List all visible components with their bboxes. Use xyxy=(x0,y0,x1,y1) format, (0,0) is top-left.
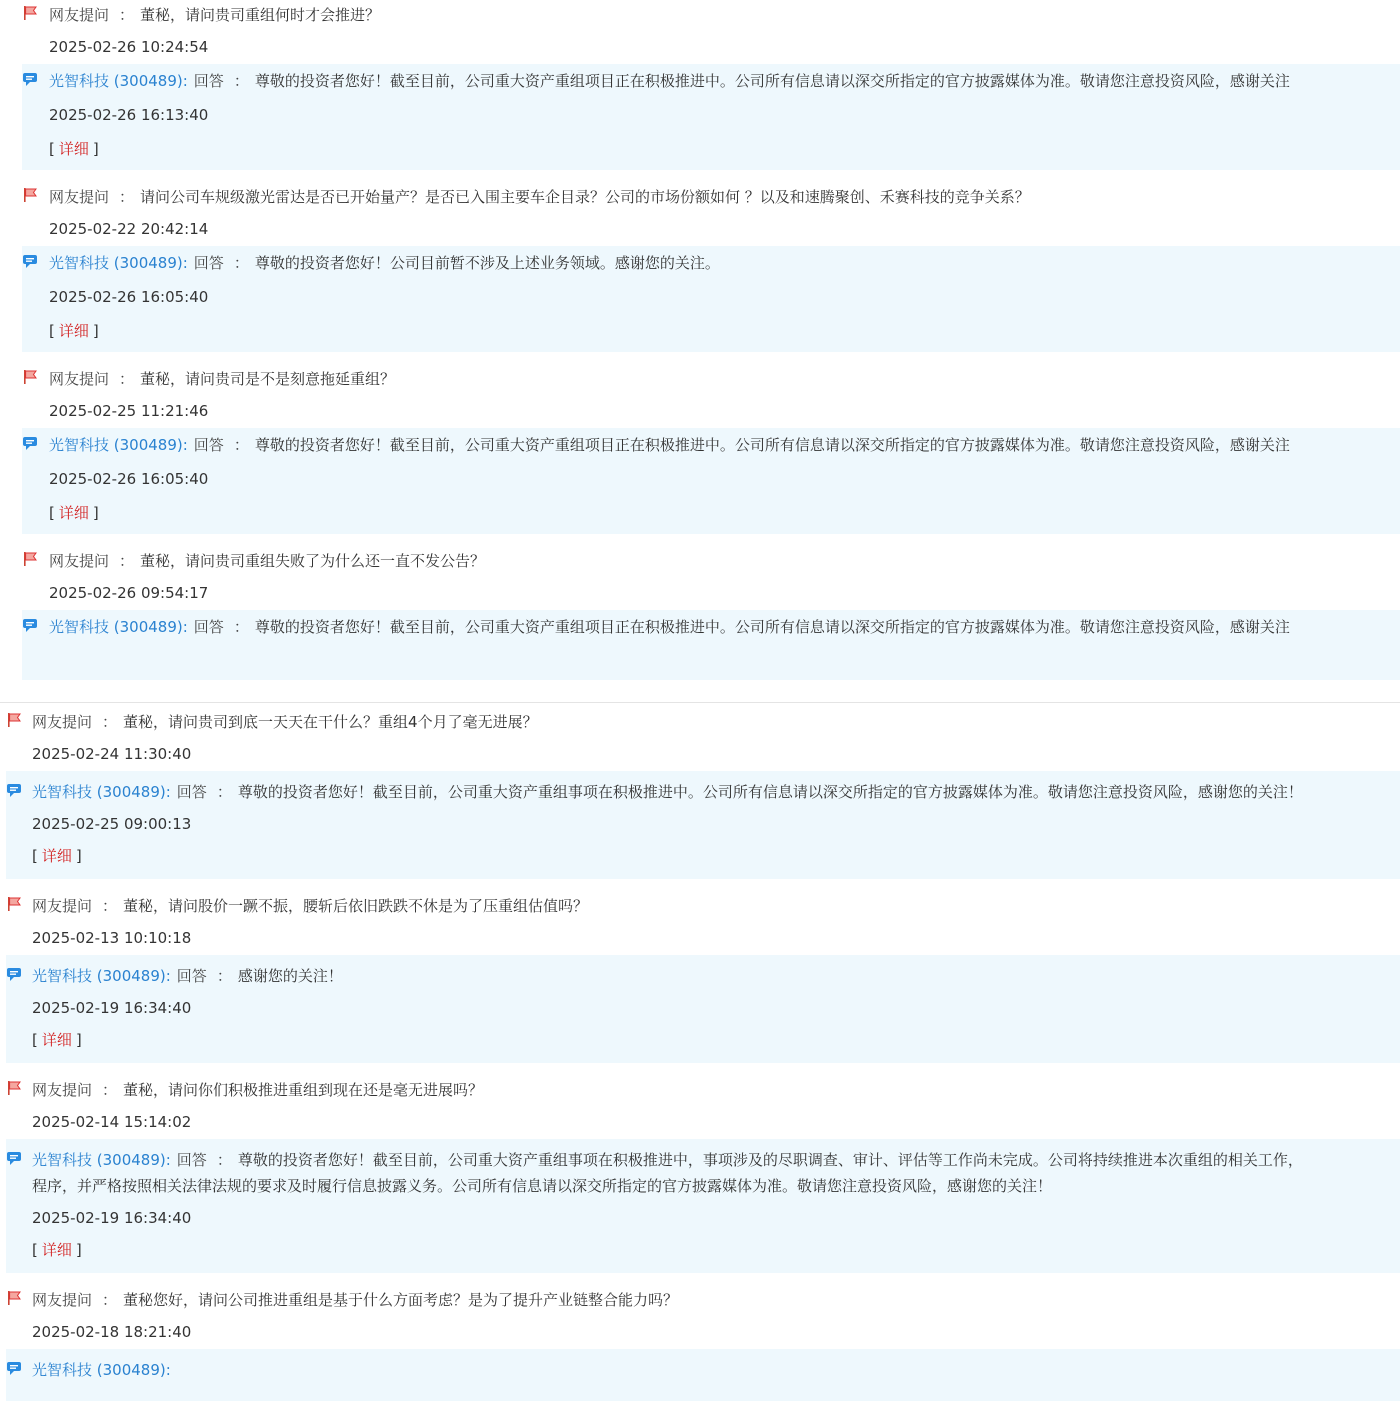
bracket: [ xyxy=(49,140,55,158)
answer-label: 回答 xyxy=(193,254,224,272)
company-link[interactable]: 光智科技 (300489): xyxy=(49,618,188,636)
question-row xyxy=(0,709,1400,735)
question-time: 2025-02-26 10:24:54 xyxy=(49,38,209,56)
question-time: 2025-02-22 20:42:14 xyxy=(49,220,209,238)
colon: ： xyxy=(233,436,249,454)
bracket: ] xyxy=(75,847,82,865)
detail-link[interactable]: 详细 xyxy=(41,847,72,865)
qa-item xyxy=(0,0,1400,170)
question-text: 董秘，请问贵司到底一天天在干什么？重组4个月了毫无进展？ xyxy=(123,713,538,731)
answer-time: 2025-02-26 16:05:40 xyxy=(49,288,209,306)
detail-row xyxy=(6,843,1400,869)
answer-chat-icon xyxy=(6,966,22,982)
detail-link[interactable]: 详细 xyxy=(58,322,89,340)
colon: ： xyxy=(119,6,135,24)
colon: ： xyxy=(119,370,135,388)
bracket: ] xyxy=(92,322,99,340)
colon: ： xyxy=(102,1081,118,1099)
answer-time: 2025-02-26 16:05:40 xyxy=(49,470,209,488)
answer-label: 回答 xyxy=(193,436,224,454)
answer-row xyxy=(22,68,1400,94)
question-row xyxy=(0,548,1400,574)
qa-list-bottom xyxy=(0,702,1400,1401)
question-text: 董秘您好，请问公司推进重组是基于什么方面考虑？是为了提升产业链整合能力吗？ xyxy=(123,1291,679,1309)
question-flag-icon xyxy=(6,1290,22,1306)
question-time: 2025-02-25 11:21:46 xyxy=(49,402,209,420)
company-link[interactable]: 光智科技 (300489): xyxy=(49,254,188,272)
question-text: 董秘，请问贵司重组何时才会推进？ xyxy=(140,6,381,24)
answer-text: 尊敬的投资者您好！截至目前，公司重大资产重组项目正在积极推进中。公司所有信息请以深交所指定的官方披露媒体为准。敬请您注意投资风险，感谢关注 xyxy=(254,72,1290,90)
question-label: 网友提问 xyxy=(32,1081,93,1099)
question-flag-icon xyxy=(6,1080,22,1096)
colon: ： xyxy=(102,1291,118,1309)
answer-text-continued: 程序，并严格按照相关法律法规的要求及时履行信息披露义务。公司所有信息请以深交所指定的官方披露媒体为准。敬请您注意投资风险，感谢您的关注！ xyxy=(32,1177,1053,1195)
question-text: 董秘，请问贵司是不是刻意拖延重组？ xyxy=(140,370,396,388)
answer-chat-icon xyxy=(6,1150,22,1166)
answer-block xyxy=(6,955,1400,1063)
qa-item xyxy=(0,366,1400,534)
bracket: ] xyxy=(75,1241,82,1259)
answer-text: 尊敬的投资者您好！截至目前，公司重大资产重组项目正在积极推进中。公司所有信息请以深交所指定的官方披露媒体为准。敬请您注意投资风险，感谢关注 xyxy=(254,618,1290,636)
answer-time: 2025-02-19 16:34:40 xyxy=(32,999,192,1017)
answer-block xyxy=(22,64,1400,170)
answer-chat-icon xyxy=(22,435,38,451)
answer-time: 2025-02-25 09:00:13 xyxy=(32,815,192,833)
question-row xyxy=(0,1287,1400,1313)
detail-link[interactable]: 详细 xyxy=(41,1241,72,1259)
answer-row xyxy=(22,432,1400,458)
question-time: 2025-02-13 10:10:18 xyxy=(32,929,192,947)
answer-row xyxy=(6,1147,1400,1173)
answer-chat-icon xyxy=(22,617,38,633)
answer-chat-icon xyxy=(6,782,22,798)
question-text: 请问公司车规级激光雷达是否已开始量产？是否已入围主要车企目录？公司的市场份额如何 ？以及和速腾聚创、禾赛科技的竞争关系？ xyxy=(140,188,1030,206)
detail-row xyxy=(6,1237,1400,1263)
colon: ： xyxy=(216,1151,232,1169)
answer-time: 2025-02-26 16:13:40 xyxy=(49,106,209,124)
bracket: ] xyxy=(92,504,99,522)
answer-row xyxy=(6,1357,1400,1383)
qa-item xyxy=(0,1077,1400,1273)
answer-chat-icon xyxy=(6,1360,22,1376)
bracket: [ xyxy=(49,504,55,522)
question-text: 董秘，请问股价一蹶不振，腰斩后依旧跌跌不休是为了压重组估值吗？ xyxy=(123,897,589,915)
answer-block xyxy=(6,1139,1400,1273)
answer-text: 尊敬的投资者您好！截至目前，公司重大资产重组项目正在积极推进中。公司所有信息请以深交所指定的官方披露媒体为准。敬请您注意投资风险，感谢关注 xyxy=(254,436,1290,454)
qa-item xyxy=(0,709,1400,879)
company-link[interactable]: 光智科技 (300489): xyxy=(32,1361,171,1379)
detail-link[interactable]: 详细 xyxy=(41,1031,72,1049)
answer-label: 回答 xyxy=(176,1151,207,1169)
question-time: 2025-02-14 15:14:02 xyxy=(32,1113,192,1131)
answer-row xyxy=(22,614,1400,640)
question-label: 网友提问 xyxy=(49,6,110,24)
bracket: [ xyxy=(32,1241,38,1259)
company-link[interactable]: 光智科技 (300489): xyxy=(32,967,171,985)
answer-label: 回答 xyxy=(176,967,207,985)
company-link[interactable]: 光智科技 (300489): xyxy=(49,72,188,90)
qa-list-top xyxy=(0,0,1400,700)
colon: ： xyxy=(216,967,232,985)
bracket: [ xyxy=(32,847,38,865)
question-time: 2025-02-24 11:30:40 xyxy=(32,745,192,763)
colon: ： xyxy=(119,552,135,570)
question-flag-icon xyxy=(22,369,38,385)
answer-label: 回答 xyxy=(193,618,224,636)
detail-row xyxy=(22,500,1400,526)
answer-block xyxy=(22,246,1400,352)
detail-link[interactable]: 详细 xyxy=(58,140,89,158)
question-label: 网友提问 xyxy=(49,188,110,206)
question-text: 董秘，请问贵司重组失败了为什么还一直不发公告？ xyxy=(140,552,486,570)
question-time: 2025-02-18 18:21:40 xyxy=(32,1323,192,1341)
question-flag-icon xyxy=(6,712,22,728)
colon: ： xyxy=(119,188,135,206)
question-text: 董秘，请问你们积极推进重组到现在还是毫无进展吗？ xyxy=(123,1081,484,1099)
answer-text: 尊敬的投资者您好！公司目前暂不涉及上述业务领域。感谢您的关注。 xyxy=(254,254,720,272)
bracket: [ xyxy=(49,322,55,340)
detail-row xyxy=(22,318,1400,344)
question-row xyxy=(0,1077,1400,1103)
company-link[interactable]: 光智科技 (300489): xyxy=(32,1151,171,1169)
colon: ： xyxy=(233,72,249,90)
answer-text: 尊敬的投资者您好！截至目前，公司重大资产重组事项在积极推进中，事项涉及的尽职调查、审计、评估等工作尚未完成。公司将持续推进本次重组的相关工作， xyxy=(237,1151,1303,1169)
question-row xyxy=(0,893,1400,919)
colon: ： xyxy=(102,713,118,731)
question-label: 网友提问 xyxy=(32,897,93,915)
answer-text: 感谢您的关注！ xyxy=(237,967,343,985)
answer-label: 回答 xyxy=(193,72,224,90)
question-label: 网友提问 xyxy=(49,552,110,570)
question-flag-icon xyxy=(22,5,38,21)
answer-time: 2025-02-19 16:34:40 xyxy=(32,1209,192,1227)
answer-block xyxy=(6,771,1400,879)
answer-block xyxy=(22,428,1400,534)
question-label: 网友提问 xyxy=(49,370,110,388)
question-row xyxy=(0,366,1400,392)
qa-item xyxy=(0,893,1400,1063)
qa-item xyxy=(0,548,1400,680)
answer-chat-icon xyxy=(22,253,38,269)
answer-row xyxy=(6,963,1400,989)
qa-item xyxy=(0,1287,1400,1401)
company-link[interactable]: 光智科技 (300489): xyxy=(32,783,171,801)
bracket: ] xyxy=(75,1031,82,1049)
bracket: [ xyxy=(32,1031,38,1049)
answer-label: 回答 xyxy=(176,783,207,801)
colon: ： xyxy=(233,618,249,636)
answer-row xyxy=(6,779,1400,805)
colon: ： xyxy=(102,897,118,915)
answer-chat-icon xyxy=(22,71,38,87)
question-flag-icon xyxy=(22,551,38,567)
colon: ： xyxy=(233,254,249,272)
answer-row xyxy=(22,250,1400,276)
detail-row xyxy=(6,1027,1400,1053)
question-time: 2025-02-26 09:54:17 xyxy=(49,584,209,602)
company-link[interactable]: 光智科技 (300489): xyxy=(49,436,188,454)
question-flag-icon xyxy=(22,187,38,203)
answer-row-continued xyxy=(6,1173,1400,1199)
question-label: 网友提问 xyxy=(32,713,93,731)
question-row xyxy=(0,2,1400,28)
answer-block xyxy=(22,610,1400,680)
question-flag-icon xyxy=(6,896,22,912)
detail-row xyxy=(22,136,1400,162)
question-label: 网友提问 xyxy=(32,1291,93,1309)
detail-link[interactable]: 详细 xyxy=(58,504,89,522)
answer-block xyxy=(6,1349,1400,1401)
question-row xyxy=(0,184,1400,210)
answer-text: 尊敬的投资者您好！截至目前，公司重大资产重组事项在积极推进中。公司所有信息请以深交所指定的官方披露媒体为准。敬请您注意投资风险，感谢您的关注！ xyxy=(237,783,1303,801)
colon: ： xyxy=(216,783,232,801)
bracket: ] xyxy=(92,140,99,158)
qa-item xyxy=(0,184,1400,352)
